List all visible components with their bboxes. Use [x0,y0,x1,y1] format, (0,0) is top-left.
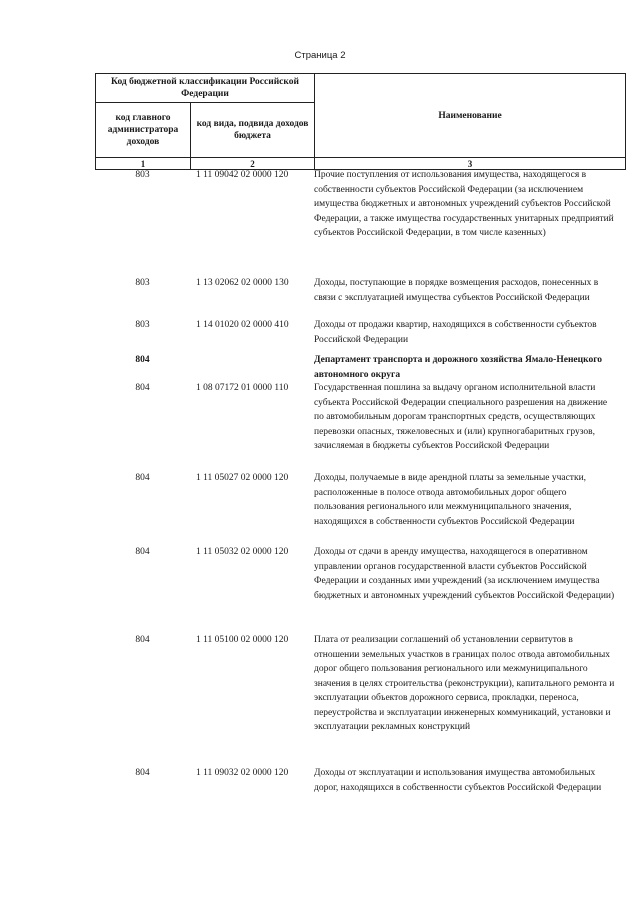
name-cell: Плата от реализации соглашений об установлении сервитутов в отношении земельных участков в границах полос отвода автомобильных дорог общего пользования регионального или межмуниципального значения в целях строительства (реконструкции), капитального ремонта и эксплуатации объектов дорожного сервиса, прокладки, переноса, переустройства и эксплуатации инженерных коммуникаций, установки и эксплуатации рекламных конструкций [314,635,615,732]
department-heading: Департамент транспорта и дорожного хозяйства Ямало-Ненецкого автономного округа [314,355,603,380]
admin-code-cell: 804 [135,768,150,778]
page-number-label: Страница 2 [294,50,346,61]
admin-code-cell: 804 [135,635,150,645]
income-code-cell: 1 13 02062 02 0000 130 [196,278,289,288]
admin-code-cell: 803 [135,170,150,180]
admin-code-cell: 804 [135,547,150,557]
name-cell: Доходы, получаемые в виде арендной платы за земельные участки, расположенные в полосе отвода автомобильных дорог общего пользования регионального или межмуниципального значения, находящихся в собственности субъектов Российской Федерации [314,473,587,527]
header-column-number-2: 2 [191,158,315,170]
name-cell: Доходы от сдачи в аренду имущества, находящегося в оперативном управлении органов государственной власти субъектов Российской Федерации и созданных ими учреждений (за исключением имущества бюджетных и автономных учреждений субъектов Российской Федерации) [314,547,615,601]
header-name-column: Наименование [315,74,626,158]
admin-code-cell: 804 [135,355,150,365]
name-cell: Прочие поступления от использования имущества, находящегося в собственности субъектов Российской Федерации (за исключением имущества бюджетных и автономных учреждений субъектов Российской Федерации, а также имущества государственных унитарных предприятий субъектов Российской Федерации, в том числе казенных) [314,170,614,238]
header-income-code-column: код вида, подвида доходов бюджета [191,103,315,158]
name-cell: Доходы от эксплуатации и использования имущества автомобильных дорог, находящихся в собственности субъектов Российской Федерации [314,768,602,793]
income-code-cell: 1 11 05100 02 0000 120 [196,635,289,645]
header-group-title: Код бюджетной классификации Российской Федерации [96,74,315,103]
name-cell: Доходы, поступающие в порядке возмещения расходов, понесенных в связи с эксплуатацией имущества субъектов Российской Федерации [314,278,599,303]
income-code-cell: 1 11 09042 02 0000 120 [196,170,289,180]
admin-code-cell: 803 [135,278,150,288]
income-code-cell: 1 08 07172 01 0000 110 [196,383,289,393]
header-column-number-1: 1 [96,158,191,170]
admin-code-cell: 803 [135,320,150,330]
admin-code-cell: 804 [135,383,150,393]
admin-code-cell: 804 [135,473,150,483]
header-admin-code-column: код главного администратора доходов [96,103,191,158]
income-code-cell: 1 11 05027 02 0000 120 [196,473,289,483]
name-cell: Государственная пошлина за выдачу органом исполнительной власти субъекта Российской Федерации специального разрешения на движение по автомобильным дорогам транспортных средств, осуществляющих перевозки опасных, тяжеловесных и (или) крупногабаритных грузов, зачисляемая в бюджеты субъектов Российской Федерации [314,383,608,451]
income-code-cell: 1 14 01020 02 0000 410 [196,320,289,330]
header-column-number-3: 3 [315,158,626,170]
name-cell: Доходы от продажи квартир, находящихся в собственности субъектов Российской Федерации [314,320,597,345]
income-code-cell: 1 11 09032 02 0000 120 [196,768,289,778]
income-code-cell: 1 11 05032 02 0000 120 [196,547,289,557]
